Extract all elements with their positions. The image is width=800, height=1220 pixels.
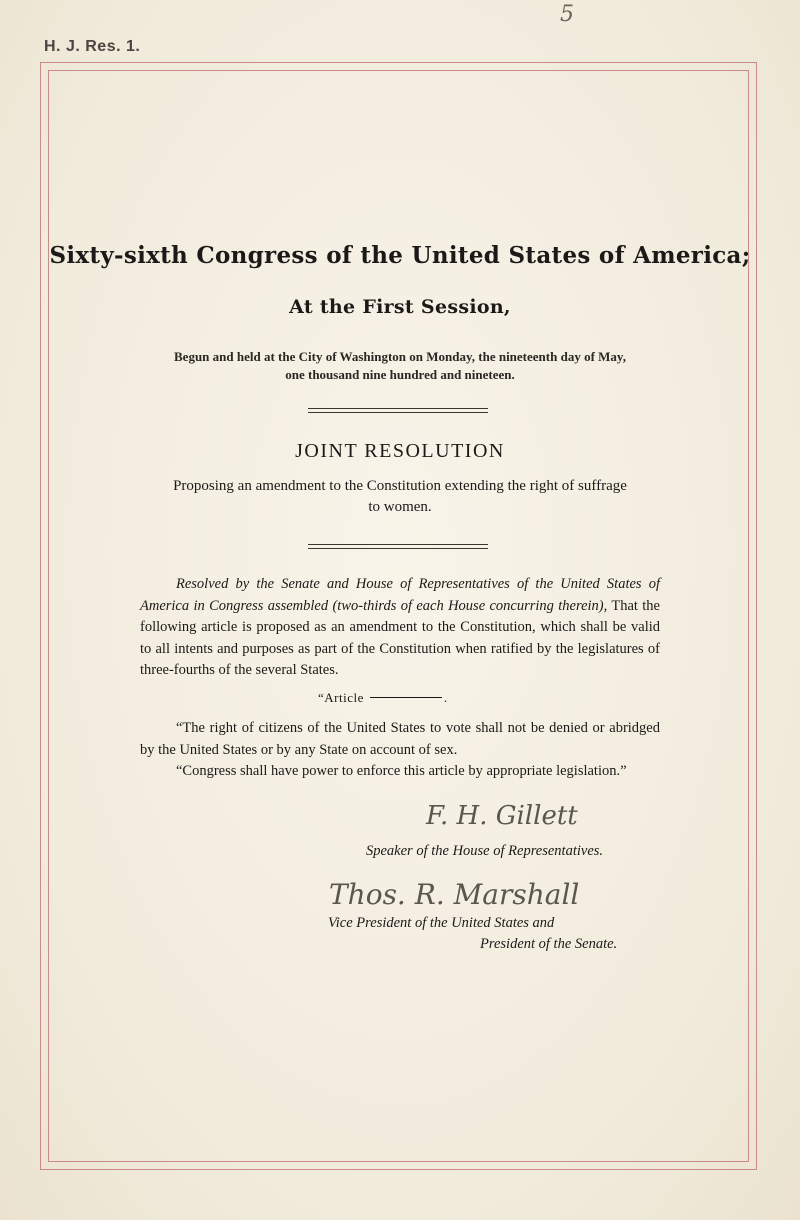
- speaker-signature-text: F. H. Gillett: [426, 801, 578, 831]
- resolved-clause: [140, 574, 660, 682]
- begun-line-2: one thousand nine hundred and nineteen.: [285, 367, 515, 382]
- begun-line-1: Begun and held at the City of Washington on Monday, the nineteenth day of May,: [174, 349, 626, 364]
- section-2-text: “Congress shall have power to enforce this article by appropriate legislation.”: [176, 763, 627, 779]
- subtitle-line-1: Proposing an amendment to the Constitution extending the right of suffrage: [173, 478, 627, 494]
- session-heading: At the First Session,: [289, 296, 511, 318]
- resolution-subtitle: [0, 476, 800, 518]
- speaker-title: Speaker of the House of Representatives.: [366, 843, 604, 859]
- vp-title-line-1: Vice President of the United States and: [328, 915, 555, 931]
- subtitle-line-2: to women.: [368, 499, 432, 515]
- divider-rule-bottom: [308, 544, 488, 549]
- begun-statement: [0, 348, 800, 384]
- resolved-roman: That the following article is proposed as an amendment to the Constitution, which shall be valid to all intents and purposes as part of the Constitution when ratified by the legislatures of three-fourths of the several States.: [140, 597, 660, 678]
- speaker-signature: [420, 792, 600, 834]
- vp-signature-text: Thos. R. Marshall: [329, 878, 580, 911]
- article-heading: “Article .: [318, 690, 448, 705]
- article-number-blank: [370, 697, 442, 698]
- resolution-title: JOINT RESOLUTION: [295, 440, 505, 462]
- vp-title-line-2: President of the Senate.: [480, 936, 618, 952]
- vice-president-signature: [325, 868, 665, 918]
- divider-rule-top: [308, 408, 488, 413]
- congress-heading: Sixty-sixth Congress of the United States of America;: [49, 242, 751, 269]
- resolution-reference: H. J. Res. 1.: [44, 38, 141, 55]
- resolved-italic: Resolved by the Senate and House of Representatives of the United States of America in Congress assembled (two-thirds of each House concurring therein),: [140, 576, 660, 614]
- corner-handwritten-mark: 5: [560, 2, 574, 27]
- article-label: “Article: [318, 690, 364, 705]
- section-1-text: “The right of citizens of the United States to vote shall not be denied or abridged by the United States or by any State on account of sex.: [140, 720, 660, 758]
